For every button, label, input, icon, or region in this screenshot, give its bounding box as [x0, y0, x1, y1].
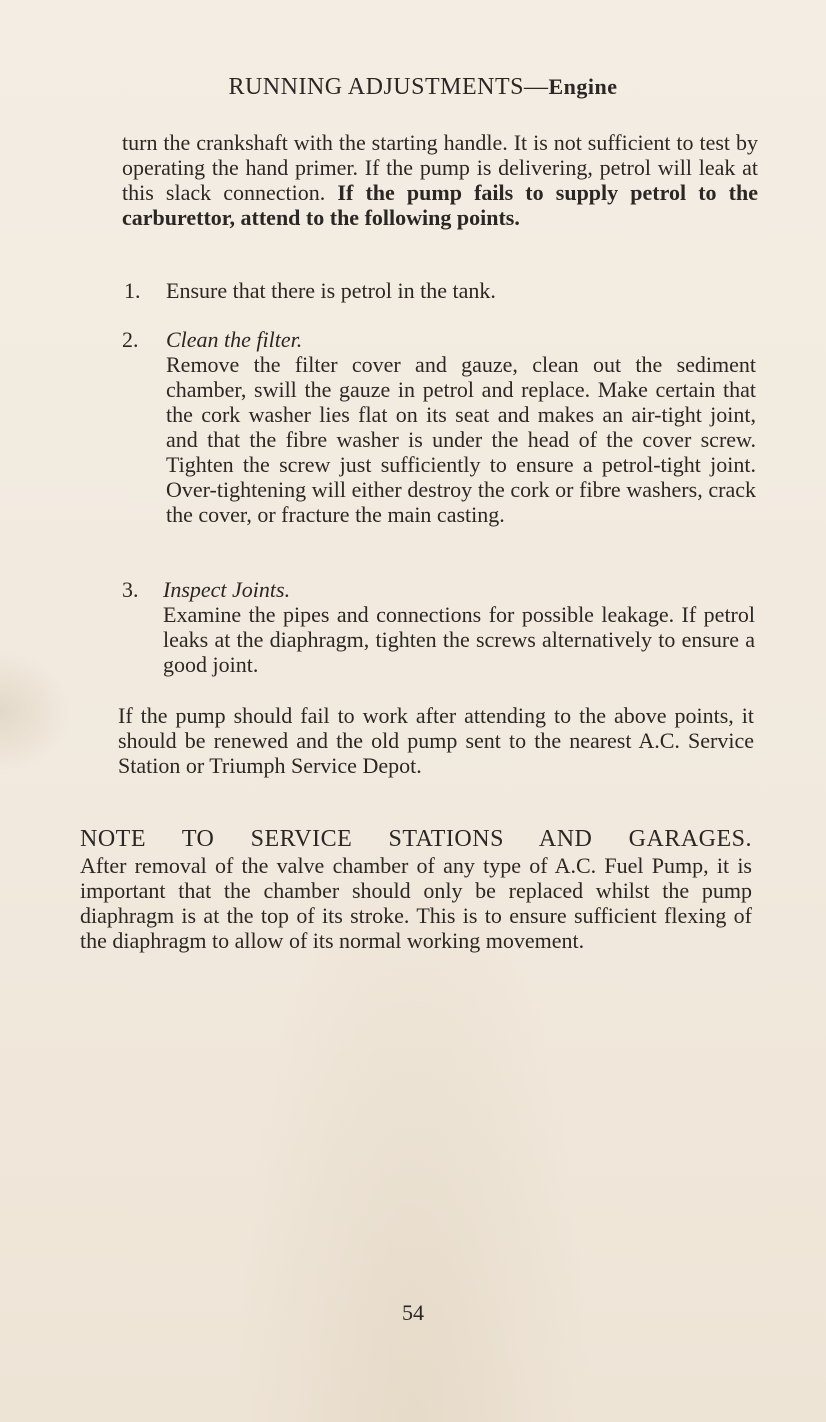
item-title: Clean the filter. [166, 327, 303, 352]
page-header [0, 74, 826, 101]
closing-text: If the pump should fail to work after attending to the above points, it should be renewed and the old pump sent to the nearest A.C. Service Station or Triumph Service Depot. [118, 703, 754, 778]
list-item [163, 577, 755, 677]
page-number: 54 [402, 1300, 424, 1325]
note-body: After removal of the valve chamber of any type of A.C. Fuel Pump, it is important that the chamber should only be replaced whilst the pump diaphragm is at the top of its stroke. This is to ensure sufficient flexing of the diaphragm to allow of its normal working movement. [80, 853, 752, 953]
item-body: Ensure that there is petrol in the tank. [166, 278, 496, 303]
intro-text: turn the crankshaft with the starting handle. It is not sufficient to test by operating the hand primer. If the pump is delivering, petrol will leak at this slack connection. [122, 130, 758, 205]
item-title: Inspect Joints. [163, 577, 291, 602]
intro-paragraph [122, 130, 758, 230]
list-item [166, 327, 756, 527]
item-number: 1. [124, 278, 141, 303]
header-section: Engine [548, 74, 618, 99]
item-body: Examine the pipes and connections for possible leakage. If petrol leaks at the diaphragm, tighten the screws alternatively to ensure a good joint. [163, 602, 755, 677]
item-number: 3. [122, 577, 139, 602]
note-section [80, 826, 752, 953]
intro-emphasis: If the pump fails to supply petrol to the carburettor, attend to the following points. [122, 180, 759, 230]
note-heading: NOTE TO SERVICE STATIONS AND GARAGES. [80, 826, 752, 852]
item-body: Remove the filter cover and gauze, clean out the sediment chamber, swill the gauze in petrol and replace. Make certain that the cork washer lies flat on its seat and makes an air-tight joint, and that the fibre washer is under the head of the cover screw. Tighten the screw just sufficiently to ensure a petrol-tight joint. Over-tightening will either destroy the cork or fibre washers, crack the cover, or fracture the main casting. [166, 352, 756, 527]
closing-paragraph [118, 703, 754, 778]
header-title: RUNNING ADJUSTMENTS— [228, 74, 549, 100]
item-number: 2. [122, 327, 139, 352]
